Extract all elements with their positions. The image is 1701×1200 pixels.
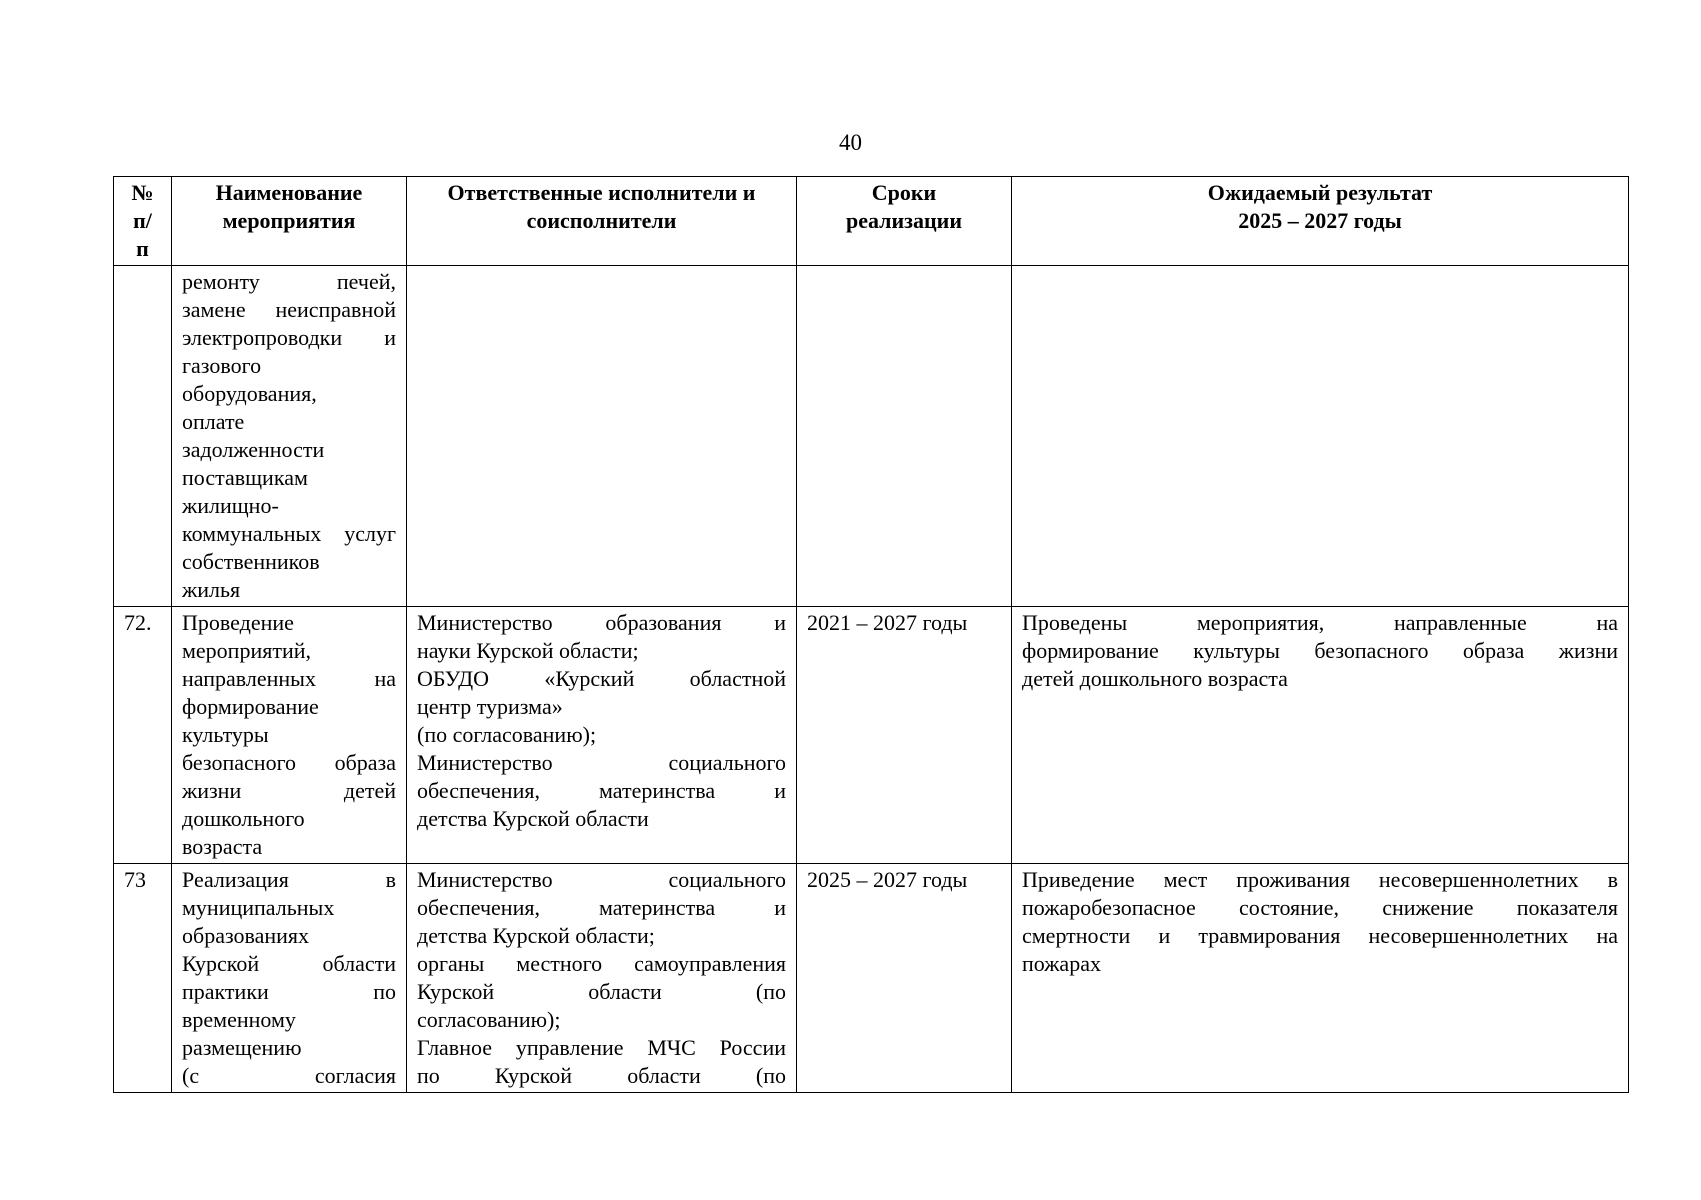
row-name: ремонту печей, замене неисправной электропроводки и газового оборудования, оплате задолженности поставщикам жилищно- коммунальных услуг собственников жилья <box>172 266 407 607</box>
measures-table <box>113 176 1629 1093</box>
row-result: Приведение мест проживания несовершеннолетних в пожаробезопасное состояние, снижение показателя смертности и травмирования несовершеннолетних на пожарах <box>1012 864 1629 1093</box>
row-name: Реализация в муниципальных образованиях Курской области практики по временному размещению (с согласия <box>172 864 407 1093</box>
row-result <box>1012 266 1629 607</box>
header-num: № п/ п <box>114 177 172 266</box>
row-responsible: Министерство образования и науки Курской области; ОБУДО «Курский областной центр туризма» (по согласованию); Министерство социального обеспечения, материнства и детства Курской области <box>407 607 797 864</box>
table-row <box>114 266 1629 607</box>
table-row <box>114 864 1629 1093</box>
row-term: 2021 – 2027 годы <box>797 607 1012 864</box>
header-responsible: Ответственные исполнители и соисполнители <box>407 177 797 266</box>
row-responsible <box>407 266 797 607</box>
row-term <box>797 266 1012 607</box>
row-result: Проведены мероприятия, направленные на формирование культуры безопасного образа жизни детей дошкольного возраста <box>1012 607 1629 864</box>
row-term: 2025 – 2027 годы <box>797 864 1012 1093</box>
header-name: Наименование мероприятия <box>172 177 407 266</box>
row-responsible: Министерство социального обеспечения, материнства и детства Курской области; органы местного самоуправления Курской области (по согласованию); Главное управление МЧС России по Курской области (по <box>407 864 797 1093</box>
row-name: Проведение мероприятий, направленных на формирование культуры безопасного образа жизни детей дошкольного возраста <box>172 607 407 864</box>
table-row <box>114 607 1629 864</box>
row-num: 73 <box>114 864 172 1093</box>
table-header <box>114 177 1629 266</box>
row-num <box>114 266 172 607</box>
header-result: Ожидаемый результат 2025 – 2027 годы <box>1012 177 1629 266</box>
page-number: 40 <box>839 130 862 155</box>
row-num: 72. <box>114 607 172 864</box>
header-term: Сроки реализации <box>797 177 1012 266</box>
